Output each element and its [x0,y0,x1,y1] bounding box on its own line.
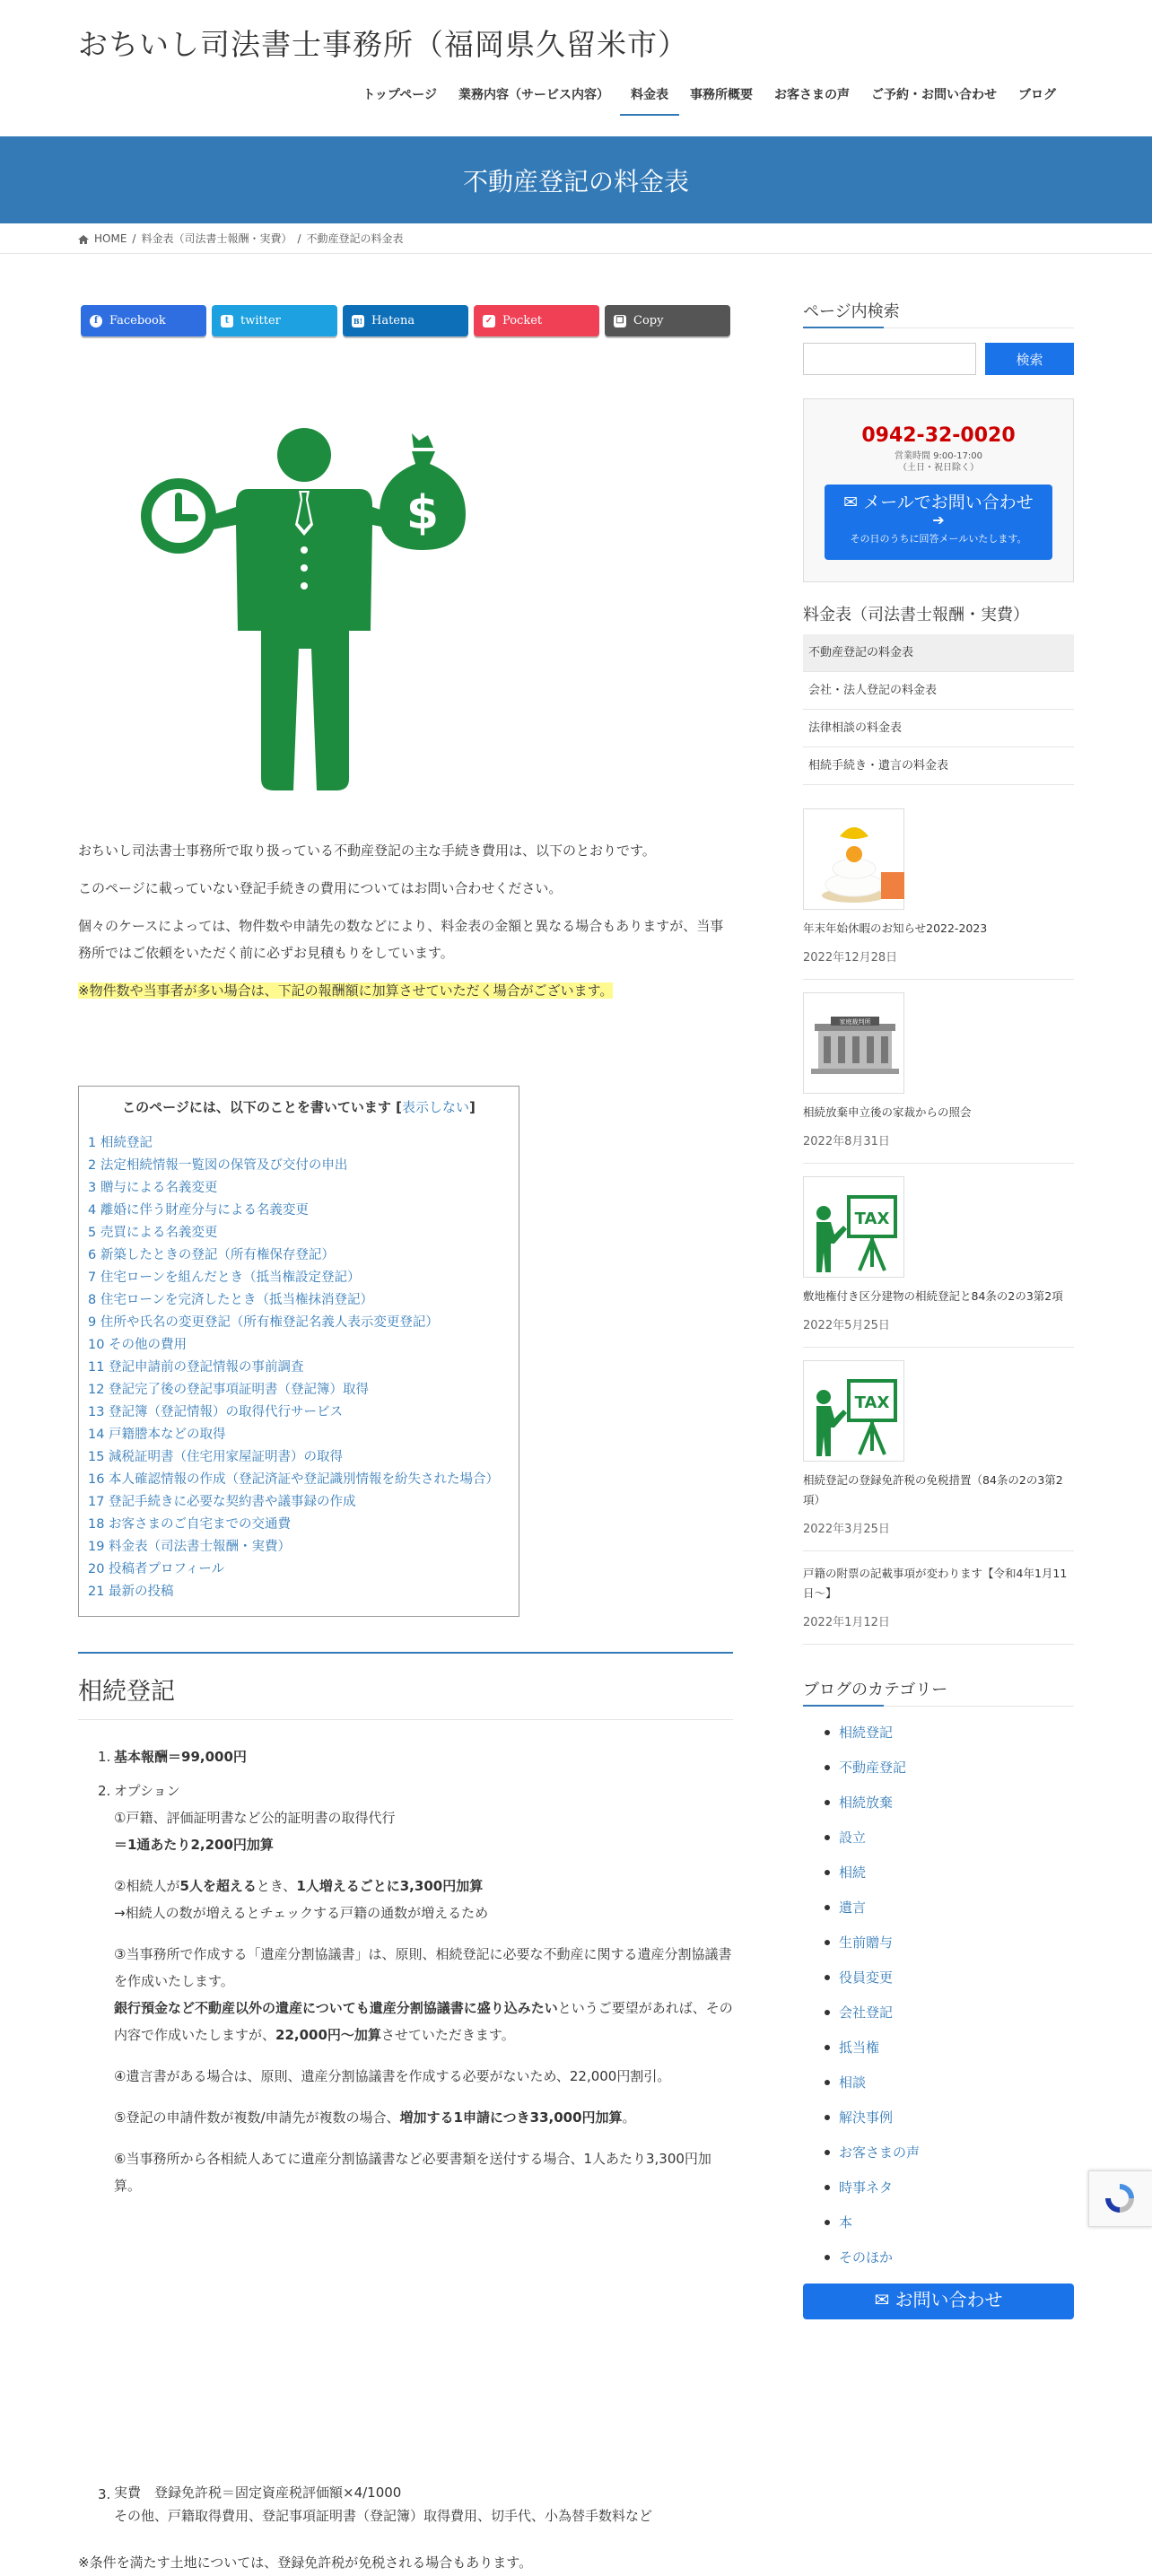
post-item[interactable]: 家庭裁判所 相続放棄申立後の家裁からの照会 2022年8月31日 [803,980,1074,1164]
category-heading: ブログのカテゴリー [803,1677,1074,1707]
category-item[interactable]: 役員変更 [803,1968,1074,2003]
toc-item[interactable]: 17 登記手続きに必要な契約書や議事録の作成 [88,1495,356,1509]
breadcrumb: HOME / 料金表（司法書士報酬・実費） / 不動産登記の料金表 [0,223,1152,254]
option-4: ④遺言書がある場合は、原則、遺産分割協議書を作成する必要がないため、22,000円割引。 [114,2068,671,2084]
recaptcha-icon [1102,2180,1138,2216]
toc-item[interactable]: 6 新築したときの登記（所有権保存登記） [88,1248,335,1262]
option-5: ⑤登記の申請件数が複数/申請先が複数の場合、増加する1申請につき33,000円加算。 [114,2109,636,2126]
category-item[interactable]: 相続放棄 [803,1793,1074,1828]
category-item[interactable]: 時事ネタ [803,2178,1074,2213]
recent-posts [803,808,1074,1645]
toc-item[interactable]: 21 最新の投稿 [88,1585,174,1599]
facebook-share-button[interactable]: f Facebook [81,305,206,336]
svg-text:家庭裁判所: 家庭裁判所 [839,1018,871,1026]
hatena-icon: B! [353,316,363,326]
global-nav [352,83,1067,116]
fee-item-inheritance[interactable]: 相続手続き・遺言の料金表 [803,747,1074,785]
recaptcha-badge[interactable] [1088,2170,1152,2227]
envelope-icon: ✉ [843,493,859,512]
intro-paragraph-2: このページに載っていない登記手続きの費用についてはお問い合わせください。 [78,880,563,896]
toc-list [88,1132,510,1603]
toc-item[interactable]: 5 売買による名義変更 [88,1226,218,1240]
search-heading: ページ内検索 [803,299,1074,328]
toc-item[interactable]: 20 投稿者プロフィール [88,1562,225,1576]
toc-item[interactable]: 11 登記申請前の登記情報の事前調査 [88,1360,304,1375]
toc-item[interactable]: 15 減税証明書（住宅用家屋証明書）の取得 [88,1450,344,1464]
toc-item[interactable]: 4 離婚に伴う財産分与による名義変更 [88,1203,309,1218]
nav-fees[interactable]: 料金表 [620,83,679,116]
cost-other: その他、戸籍取得費用、登記事項証明書（登記簿）取得費用、切手代、小為替手数料など [114,2508,653,2524]
arrow-circle-icon: ➔ [932,511,945,528]
pocket-share-button[interactable]: ✓ Pocket [474,305,599,336]
toc-item[interactable]: 7 住宅ローンを組んだとき（抵当権設定登記） [88,1271,361,1285]
option-3-detail: 銀行預金など不動産以外の遺産についても遺産分割協議書に盛り込みたいというご要望があれば、その内容で作成いたしますが、22,000円～加算させていただきます。 [114,2000,733,2043]
category-item[interactable]: 会社登記 [803,2003,1074,2038]
category-item[interactable]: 相続登記 [803,1723,1074,1758]
intro-text [78,837,733,1015]
fee-nav [803,634,1074,785]
envelope-icon: ✉ [874,2289,890,2310]
category-item[interactable]: 不動産登記 [803,1758,1074,1793]
fee-balance-illustration [141,424,518,801]
category-item[interactable]: 生前贈与 [803,1933,1074,1968]
post-item[interactable]: TAX 相続登記の登録免許税の免税措置（84条の2の3第2項） 2022年3月25日 [803,1348,1074,1551]
option-3: ③当事務所で作成する「遺産分割協議書」は、原則、相続登記に必要な不動産に関する遺産分割協議書を作成いたします。 [114,1946,732,1989]
option-2-note: →相続人の数が増えるとチェックする戸籍の通数が増えるため [114,1905,489,1921]
contact-box [803,398,1074,582]
page-title: 不動産登記の料金表 [462,166,689,196]
toc-item[interactable]: 3 贈与による名義変更 [88,1181,218,1195]
section-heading-wrap [78,1652,733,1720]
tax-presenter-icon[interactable] [803,1176,904,1278]
fee-item-real-estate[interactable]: 不動産登記の料金表 [803,634,1074,672]
search-input[interactable] [803,343,976,375]
svg-text:TAX: TAX [854,1393,890,1412]
hatena-share-button[interactable]: B! Hatena [343,305,468,336]
breadcrumb-current: 不動産登記の料金表 [306,232,404,245]
post-item[interactable]: 戸籍の附票の記載事項が変わります【令和4年1月11日～】 2022年1月12日 [803,1551,1074,1645]
intro-paragraph-1: おちいし司法書士事務所で取り扱っている不動産登記の主な手続き費用は、以下のとおりです。 [78,843,656,859]
toc-item[interactable]: 18 お客さまのご自宅までの交通費 [88,1517,292,1532]
exemption-note: ※条件を満たす土地については、登録免許税が免税される場合もあります。 [78,2554,533,2571]
category-item[interactable]: 解決事例 [803,2108,1074,2143]
toc-item[interactable]: 10 その他の費用 [88,1338,188,1352]
category-item[interactable]: 遺言 [803,1898,1074,1933]
fee-heading: 料金表（司法書士報酬・実費） [803,606,1029,624]
svg-text:TAX: TAX [854,1209,890,1228]
category-item[interactable]: 相続 [803,1863,1074,1898]
table-of-contents [78,1086,519,1617]
toc-item[interactable]: 16 本人確認情報の作成（登記済証や登記識別情報を紛失された場合） [88,1472,500,1487]
option-label: オプション [114,1783,180,1799]
tax-presenter-icon[interactable] [803,1360,904,1462]
money-bag-icon [380,433,466,550]
business-hours: 営業時間 9:00-17:00 （土日・祝日除く） [894,451,983,473]
category-item[interactable]: そのほか [803,2248,1074,2283]
toc-toggle-link[interactable]: 表示しない [401,1099,469,1115]
post-item[interactable]: 年末年始休暇のお知らせ2022-2023 2022年12月28日 [803,808,1074,980]
sidebar [803,254,1074,2283]
option-1-price: ＝1通あたり2,200円加算 [114,1837,274,1853]
category-item[interactable]: 抵当権 [803,2038,1074,2073]
highlight-note: ※物件数や当事者が多い場合は、下記の報酬額に加算させていただく場合がございます。 [78,982,614,999]
page-search [803,343,1074,375]
twitter-share-button[interactable]: t twitter [212,305,337,336]
nav-office[interactable]: 事務所概要 [690,88,753,102]
section-heading: 相続登記 [78,1654,733,1720]
intro-paragraph-3: 個々のケースによっては、物件数や申請先の数などにより、料金表の金額と異なる場合もありますが、当事務所ではご依頼をいただく前に必ずお見積もりをしています。 [78,918,724,961]
toc-item[interactable]: 1 相続登記 [88,1136,153,1150]
toc-item[interactable]: 19 料金表（司法書士報酬・実費） [88,1540,292,1554]
post-item[interactable]: TAX 敷地権付き区分建物の相続登記と84条の2の3第2項 2022年5月25日 [803,1164,1074,1348]
nav-top[interactable]: トップページ [362,88,437,102]
bottom-contact-button[interactable]: ✉ お問い合わせ [803,2283,1074,2319]
nav-blog[interactable]: ブログ [1018,88,1056,102]
phone-number[interactable]: 0942-32-0020 [861,424,1016,447]
site-title[interactable]: おちいし司法書士事務所（福岡県久留米市） [78,27,688,62]
option-2: ②相続人が5人を超えるとき、1人増えるごとに3,300円加算 [114,1878,484,1894]
pocket-icon: ✓ [483,315,495,327]
home-icon [78,234,89,243]
nav-services[interactable]: 業務内容（サービス内容） [458,88,609,102]
toc-item[interactable]: 9 住所や氏名の変更登記（所有権登記名義人表示変更登記） [88,1315,439,1330]
toc-item[interactable]: 8 住宅ローンを完済したとき（抵当権抹消登記） [88,1293,374,1307]
basic-fee: 基本報酬＝99,000円 [114,1749,247,1765]
category-list [803,1723,1074,2283]
option-1: ①戸籍、評価証明書など公的証明書の取得代行 [114,1810,396,1826]
option-6: ⑥当事務所から各相続人あてに遺産分割協議書など必要書類を送付する場合、1人あたり3,300円加算。 [114,2151,711,2194]
court-building-icon[interactable] [803,992,904,1094]
nav-voices[interactable]: お客さまの声 [774,88,850,102]
category-item[interactable]: 相談 [803,2073,1074,2108]
copy-share-button[interactable]: ❐ Copy [605,305,730,336]
category-item[interactable]: 設立 [803,1828,1074,1863]
copy-icon: ❐ [614,315,626,327]
category-item[interactable]: お客さまの声 [803,2143,1074,2178]
page-title-band [0,136,1152,223]
clock-icon [141,478,216,554]
share-buttons [81,305,736,336]
breadcrumb-home[interactable]: HOME [94,231,127,245]
category-item[interactable]: 本 [803,2213,1074,2248]
nav-contact[interactable]: ご予約・お問い合わせ [871,88,997,102]
site-header [0,0,1152,136]
facebook-icon: f [90,315,102,327]
search-button[interactable]: 検索 [985,343,1074,375]
toc-item[interactable]: 13 登記簿（登記情報）の取得代行サービス [88,1405,344,1419]
breadcrumb-fees[interactable]: 料金表（司法書士報酬・実費） [141,232,292,245]
cost-tax: 実費 登録免許税＝固定資産税評価額×4/1000 [114,2484,402,2501]
twitter-icon: t [221,315,233,327]
toc-item[interactable]: 14 戸籍謄本などの取得 [88,1428,226,1442]
mail-contact-button[interactable]: ✉ メールでお問い合わせ ➔ その日のうちに回答メールいたします。 [825,485,1052,560]
toc-item[interactable]: 2 法定相続情報一覧図の保管及び交付の申出 [88,1158,348,1173]
toc-item[interactable]: 12 登記完了後の登記事項証明書（登記簿）取得 [88,1383,370,1397]
svg-text:$: $ [406,486,440,540]
fee-item-consultation[interactable]: 法律相談の料金表 [803,710,1074,747]
toc-title: このページには、以下のことを書いています [表示しない] [122,1099,476,1115]
kagami-mochi-icon[interactable] [803,808,904,910]
fee-item-corporate[interactable]: 会社・法人登記の料金表 [803,672,1074,710]
